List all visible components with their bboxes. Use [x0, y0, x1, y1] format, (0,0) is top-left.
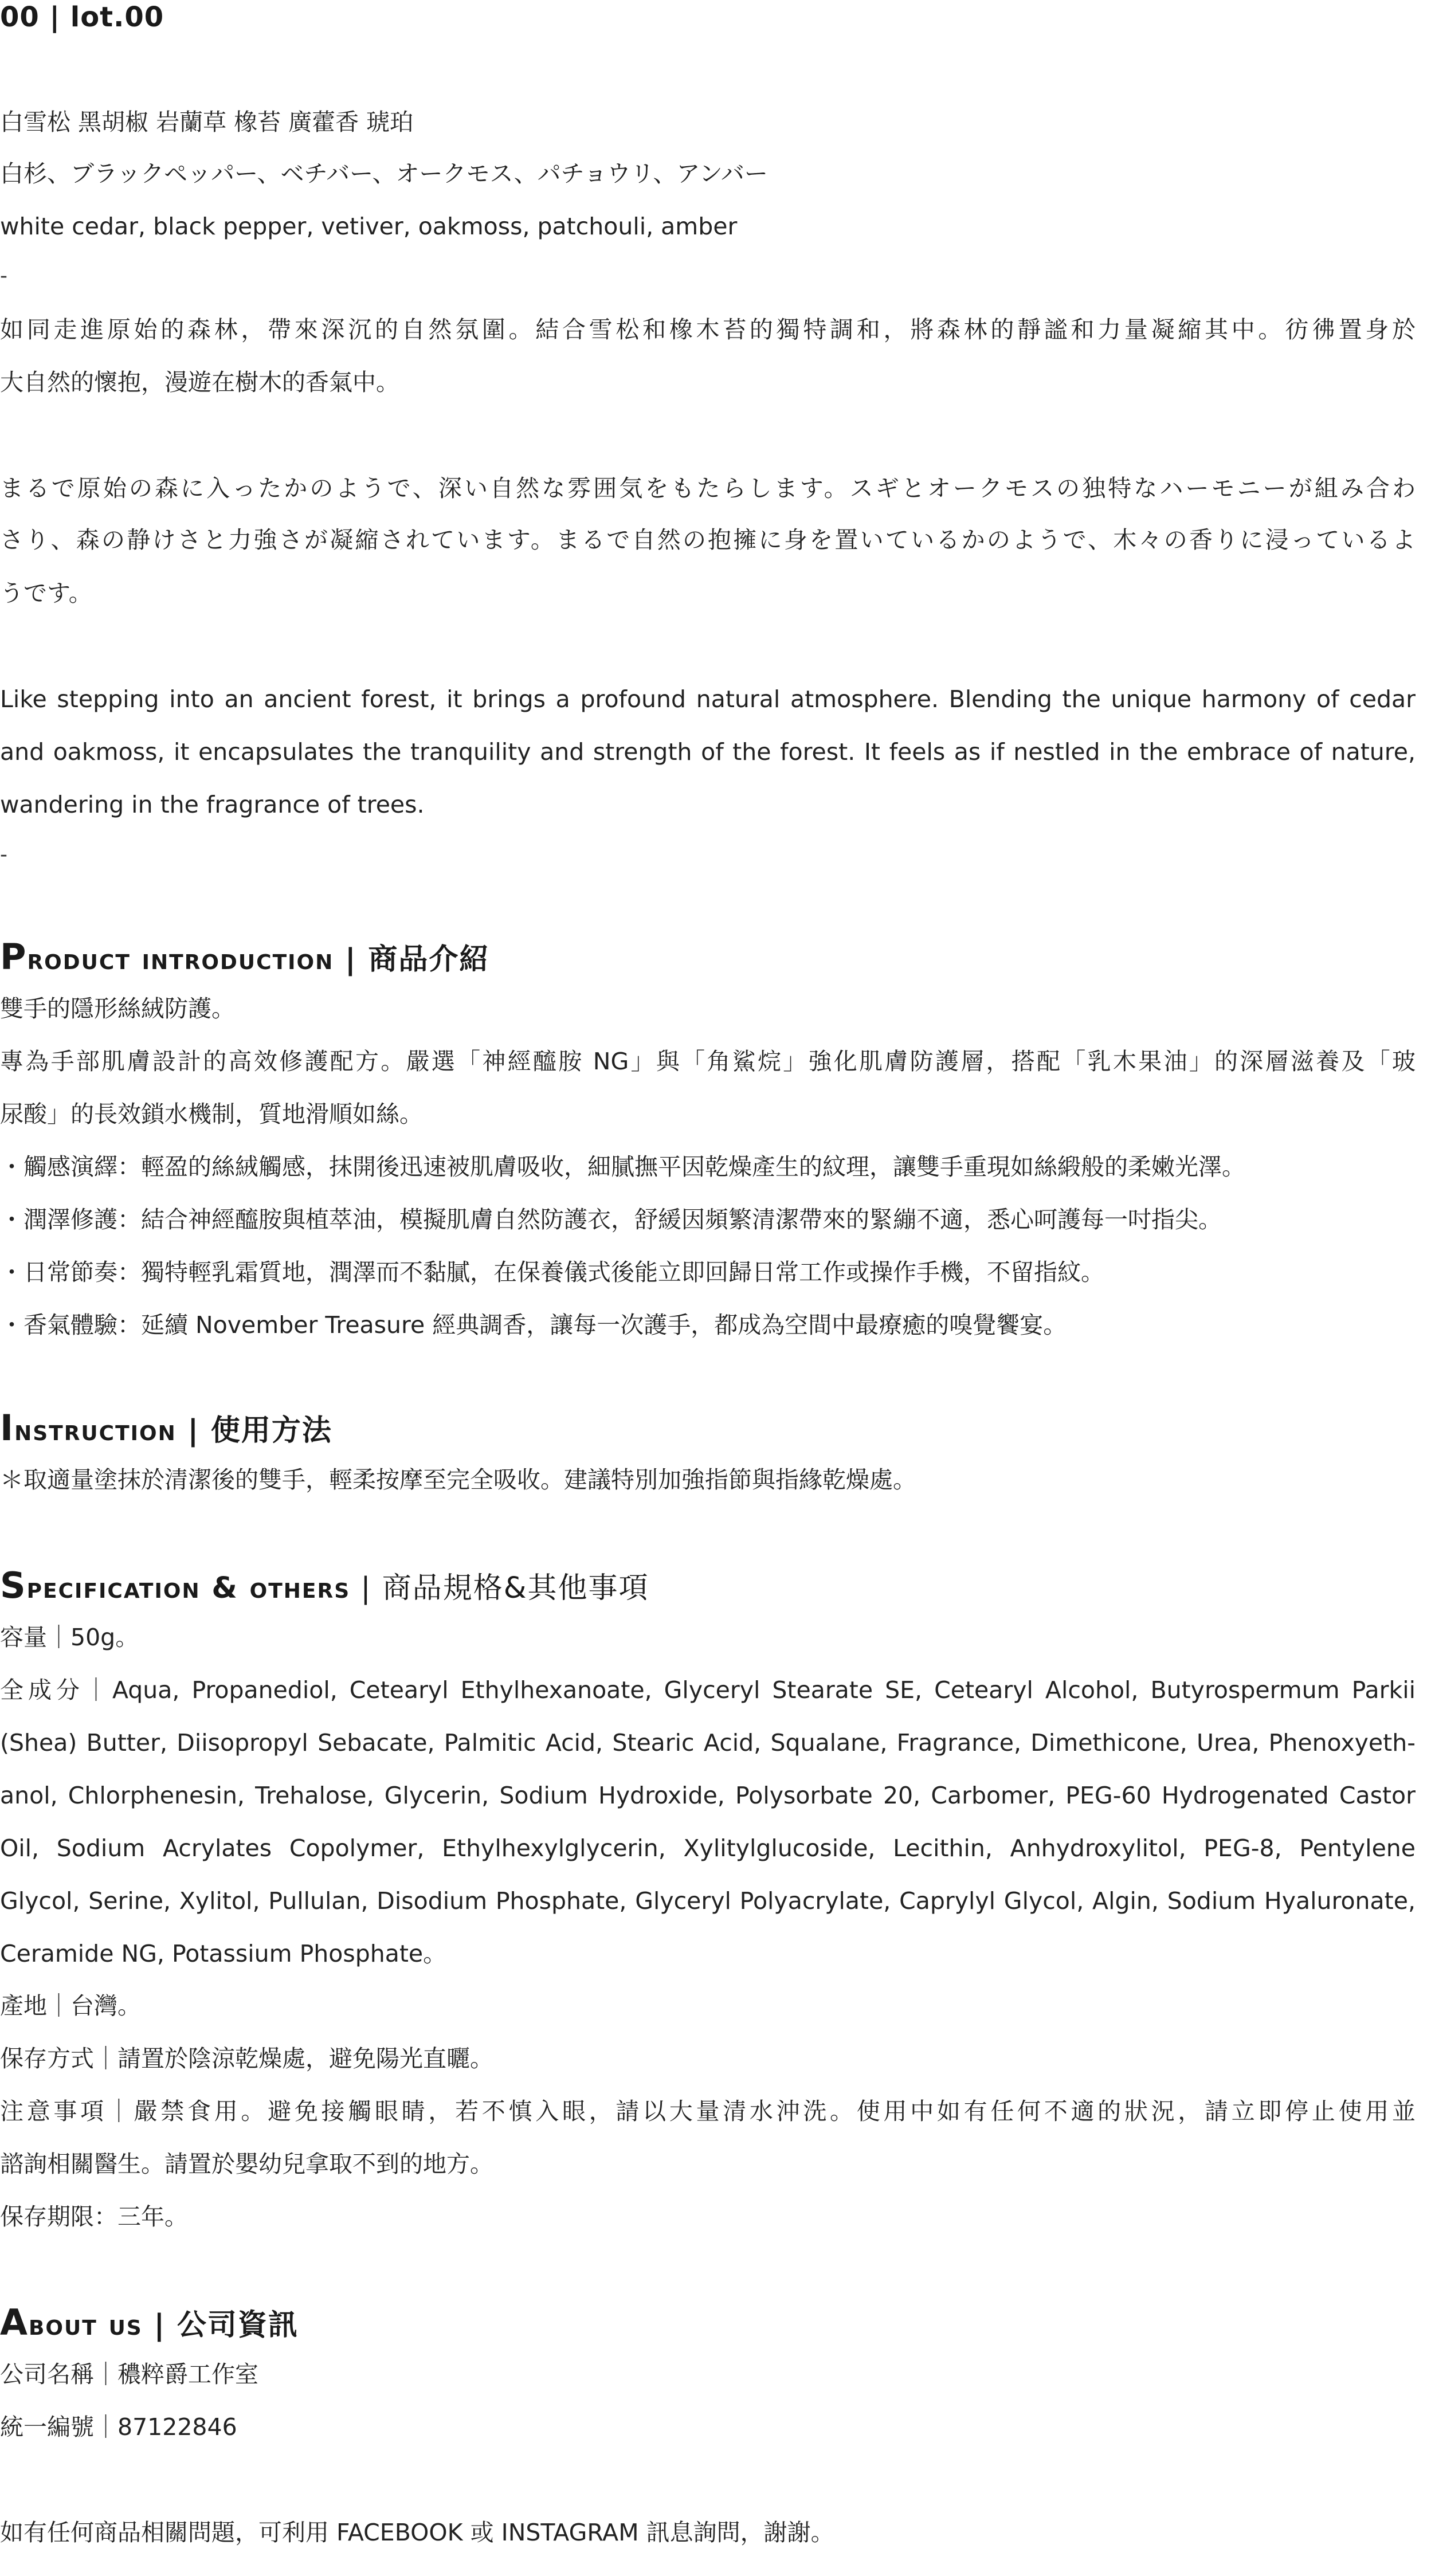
- heading-initial: A: [0, 2301, 29, 2343]
- spec-ingredients-line: Ceramide NG, Potassium Phosphate。: [0, 1940, 447, 1967]
- intro-bullet: ・香氣體驗：延續 November Treasure 經典調香，讓每一次護手，都成為空間中最療癒的嗅覺饗宴。: [0, 1311, 1067, 1339]
- separator: -: [0, 264, 7, 288]
- spec-capacity: 容量｜50g。: [0, 1624, 139, 1651]
- spec-caution-line: 諮詢相關醫生。請置於嬰幼兒拿取不到的地方。: [0, 2150, 493, 2178]
- section-heading-about-us: [0, 2301, 299, 2343]
- heading-subtitle: | 使用方法: [176, 1414, 332, 1448]
- spec-origin: 產地｜台灣。: [0, 1992, 141, 2020]
- spec-ingredients-line: Glycol, Serine, Xylitol, Pullulan, Disodium Phosphate, Glyceryl Polyacrylate, Caprylyl Glycol, Algin, Sodium Hyaluronate,: [0, 1887, 1416, 1915]
- company-name: 公司名稱｜穠粹爵工作室: [0, 2361, 258, 2388]
- spec-caution-line: 注意事項｜嚴禁食用。避免接觸眼睛，若不慎入眼，請以大量清水沖洗。使用中如有任何不適的狀況，請立即停止使用並: [0, 2097, 1416, 2125]
- intro-line: 雙手的隱形絲絨防護。: [0, 995, 235, 1022]
- heading-text: roduct introduction: [27, 943, 334, 977]
- intro-line: 尿酸」的長效鎖水機制，質地滑順如絲。: [0, 1100, 423, 1128]
- spec-ingredients-line: 全成分｜Aqua, Propanediol, Cetearyl Ethylhexanoate, Glyceryl Stearate SE, Cetearyl Alcohol, Butyrospermum Parkii: [0, 1676, 1416, 1704]
- notes-zh: 白雪松 黑胡椒 岩蘭草 橡苔 廣藿香 琥珀: [0, 108, 414, 136]
- spec-ingredients-line: (Shea) Butter, Diisopropyl Sebacate, Palmitic Acid, Stearic Acid, Squalane, Fragrance, Dimethicone, Urea, Phenoxyeth-: [0, 1729, 1416, 1756]
- intro-bullet: ・觸感演繹：輕盈的絲絨觸感，抹開後迅速被肌膚吸收，細膩撫平因乾燥產生的紋理，讓雙手重現如絲緞般的柔嫩光澤。: [0, 1153, 1245, 1181]
- spec-ingredients-line: anol, Chlorphenesin, Trehalose, Glycerin, Sodium Hydroxide, Polysorbate 20, Carbomer, PEG-60 Hydrogenated Castor: [0, 1782, 1416, 1809]
- instruction-line: ＊取適量塗抹於清潔後的雙手，輕柔按摩至完全吸收。建議特別加強指節與指緣乾燥處。: [0, 1466, 916, 1493]
- company-tax-id: 統一編號｜87122846: [0, 2413, 237, 2441]
- heading-initial: I: [0, 1407, 15, 1449]
- intro-bullet: ・日常節奏：獨特輕乳霜質地，潤澤而不黏膩，在保養儀式後能立即回歸日常工作或操作手機，不留指紋。: [0, 1258, 1104, 1286]
- separator: -: [0, 843, 7, 866]
- heading-text: pecification & others: [26, 1571, 351, 1605]
- intro-line: 專為手部肌膚設計的高效修護配方。嚴選「神經醯胺 NG」與「角鯊烷」強化肌膚防護層，搭配「乳木果油」的深層滋養及「玻: [0, 1048, 1416, 1075]
- description-zh-line: 大自然的懷抱，漫遊在樹木的香氣中。: [0, 368, 399, 396]
- description-ja-line: うです。: [0, 579, 92, 607]
- notes-ja: 白杉、ブラックペッパー、ベチバー、オークモス、パチョウリ、アンバー: [0, 160, 768, 187]
- description-en-line: and oakmoss, it encapsulates the tranquility and strength of the forest. It feels as if nestled in the embrace of nature,: [0, 738, 1416, 766]
- heading-initial: P: [0, 936, 28, 978]
- description-ja-line: まるで原始の森に入ったかのようで、深い自然な雰囲気をもたらします。スギとオークモスの独特なハーモニーが組み合わ: [0, 475, 1416, 502]
- notes-en: white cedar, black pepper, vetiver, oakmoss, patchouli, amber: [0, 213, 738, 240]
- heading-subtitle: | 商品規格&其他事項: [350, 1571, 649, 1605]
- description-en-line: wandering in the fragrance of trees.: [0, 791, 425, 818]
- heading-initial: S: [0, 1565, 27, 1606]
- intro-bullet: ・潤澤修護：結合神經醯胺與植萃油，模擬肌膚自然防護衣，舒緩因頻繁清潔帶來的緊繃不適，悉心呵護每一吋指尖。: [0, 1206, 1222, 1233]
- heading-text: bout us: [28, 2308, 143, 2342]
- section-heading-specification: [0, 1565, 649, 1606]
- description-ja-line: さり、森の静けさと力強さが凝縮されています。まるで自然の抱擁に身を置いているかのようで、木々の香りに浸っているよ: [0, 526, 1416, 554]
- section-heading-instruction: [0, 1407, 332, 1449]
- spec-storage: 保存方式｜請置於陰涼乾燥處，避免陽光直曬。: [0, 2045, 493, 2072]
- contact-note: 如有任何商品相關問題，可利用 FACEBOOK 或 INSTAGRAM 訊息詢問，謝謝。: [0, 2519, 834, 2546]
- heading-subtitle: | 公司資訊: [142, 2308, 299, 2342]
- spec-ingredients-line: Oil, Sodium Acrylates Copolymer, Ethylhexylglycerin, Xylitylglucoside, Lecithin, Anhydroxylitol, PEG-8, Pentylene: [0, 1834, 1416, 1862]
- spec-shelf-life: 保存期限：三年。: [0, 2203, 188, 2230]
- heading-subtitle: | 商品介紹: [334, 943, 490, 977]
- heading-text: nstruction: [14, 1414, 177, 1448]
- description-en-line: Like stepping into an ancient forest, it brings a profound natural atmosphere. Blending the unique harmony of cedar: [0, 685, 1416, 713]
- lot-label: 00 | lot.00: [0, 1, 164, 33]
- description-zh-line: 如同走進原始的森林，帶來深沉的自然氛圍。結合雪松和橡木苔的獨特調和，將森林的靜謐和力量凝縮其中。彷彿置身於: [0, 316, 1416, 343]
- section-heading-product-introduction: [0, 936, 490, 978]
